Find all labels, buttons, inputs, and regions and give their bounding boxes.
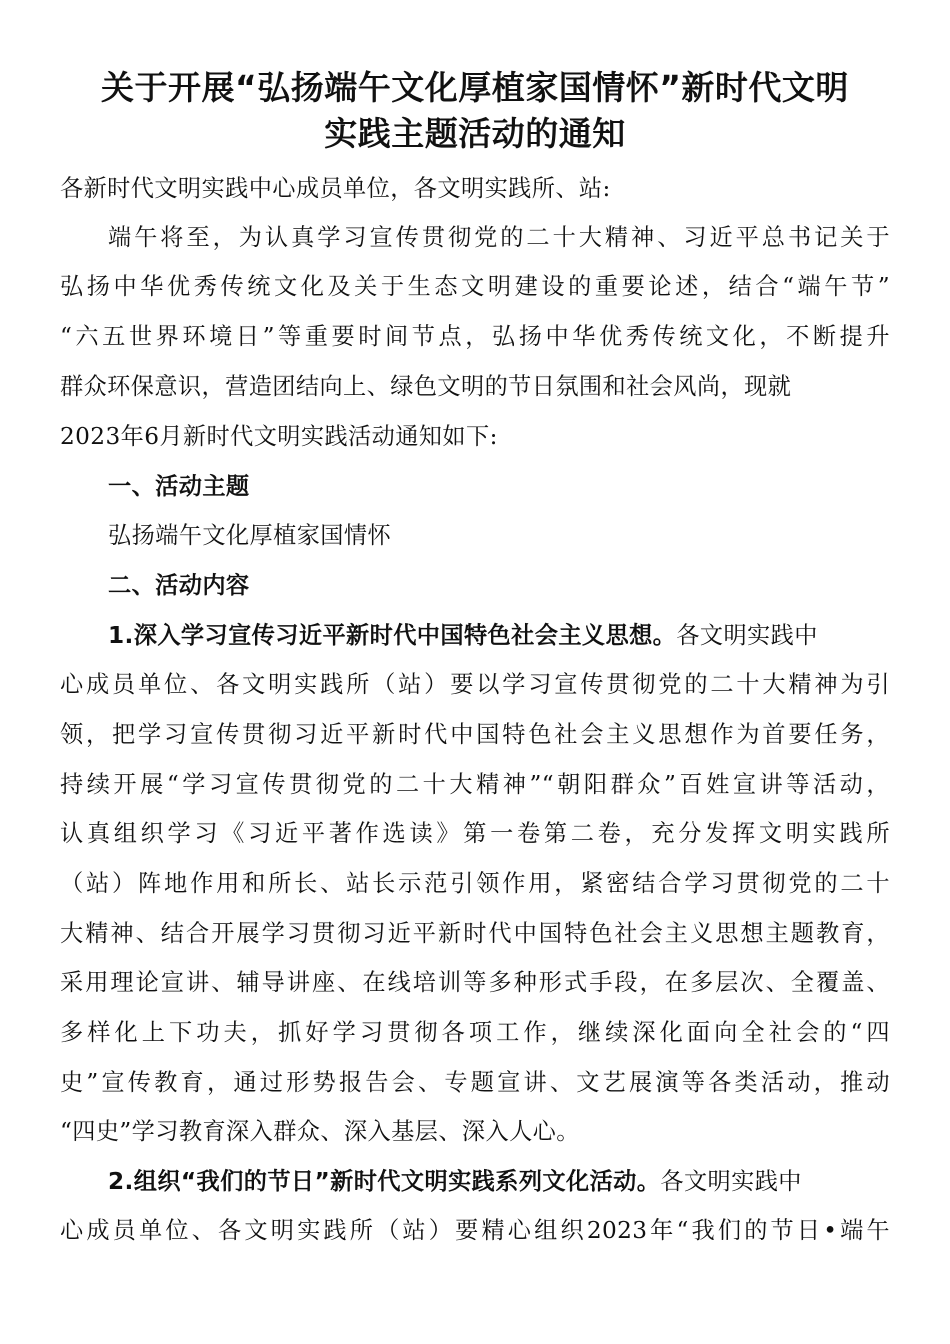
- item-1-line: （站）阵地作用和所长、站长示范引领作用，紧密结合学习贯彻党的二十: [60, 870, 890, 897]
- section-1-body: 弘扬端午文化厚植家国情怀: [108, 522, 392, 549]
- document-title-line-2: 实践主题活动的通知: [324, 114, 626, 153]
- document-title-line-1: 关于开展“弘扬端午文化厚植家国情怀”新时代文明: [101, 68, 849, 107]
- salutation: 各新时代文明实践中心成员单位，各文明实践所、站:: [60, 175, 611, 202]
- item-2-heading: 2.组织“我们的节日”新时代文明实践系列文化活动。: [108, 1168, 661, 1195]
- item-2-text: 各文明实践中: [660, 1168, 802, 1195]
- section-2-heading: 二、活动内容: [108, 572, 250, 599]
- item-1-line: 持续开展“学习宣传贯彻党的二十大精神”“朝阳群众”百姓宣讲等活动，: [60, 771, 890, 798]
- item-1-line: 多样化上下功夫，抓好学习贯彻各项工作，继续深化面向全社会的“四: [60, 1019, 890, 1046]
- section-1-heading: 一、活动主题: [108, 473, 250, 500]
- intro-line: 端午将至，为认真学习宣传贯彻党的二十大精神、习近平总书记关于: [108, 224, 890, 251]
- item-1-first-line: [108, 619, 890, 653]
- intro-line: 2023年6月新时代文明实践活动通知如下:: [60, 423, 498, 450]
- item-1-line: 领，把学习宣传贯彻习近平新时代中国特色社会主义思想作为首要任务，: [60, 721, 890, 748]
- item-1-line: 采用理论宣讲、辅导讲座、在线培训等多种形式手段，在多层次、全覆盖、: [60, 969, 890, 996]
- intro-line: “六五世界环境日”等重要时间节点，弘扬中华优秀传统文化，不断提升: [60, 323, 890, 350]
- item-1-heading: 1.深入学习宣传习近平新时代中国特色社会主义思想。: [108, 622, 677, 649]
- item-1-line: 心成员单位、各文明实践所（站）要以学习宣传贯彻党的二十大精神为引: [60, 671, 890, 698]
- intro-line: 群众环保意识，营造团结向上、绿色文明的节日氛围和社会风尚，现就: [60, 373, 792, 400]
- item-2-line: 心成员单位、各文明实践所（站）要精心组织2023年“我们的节日•端午: [60, 1217, 890, 1244]
- intro-line: 弘扬中华优秀传统文化及关于生态文明建设的重要论述，结合“端午节”: [60, 273, 890, 300]
- item-1-text: 各文明实践中: [676, 622, 818, 649]
- item-1-line: 认真组织学习《习近平著作选读》第一卷第二卷，充分发挥文明实践所: [60, 820, 890, 847]
- item-1-line: “四史”学习教育深入群众、深入基层、深入人心。: [60, 1118, 580, 1145]
- item-1-line: 大精神、结合开展学习贯彻习近平新时代中国特色社会主义思想主题教育，: [60, 920, 890, 947]
- item-1-line: 史”宣传教育，通过形势报告会、专题宣讲、文艺展演等各类活动，推动: [60, 1069, 890, 1096]
- item-2-first-line: [108, 1165, 890, 1199]
